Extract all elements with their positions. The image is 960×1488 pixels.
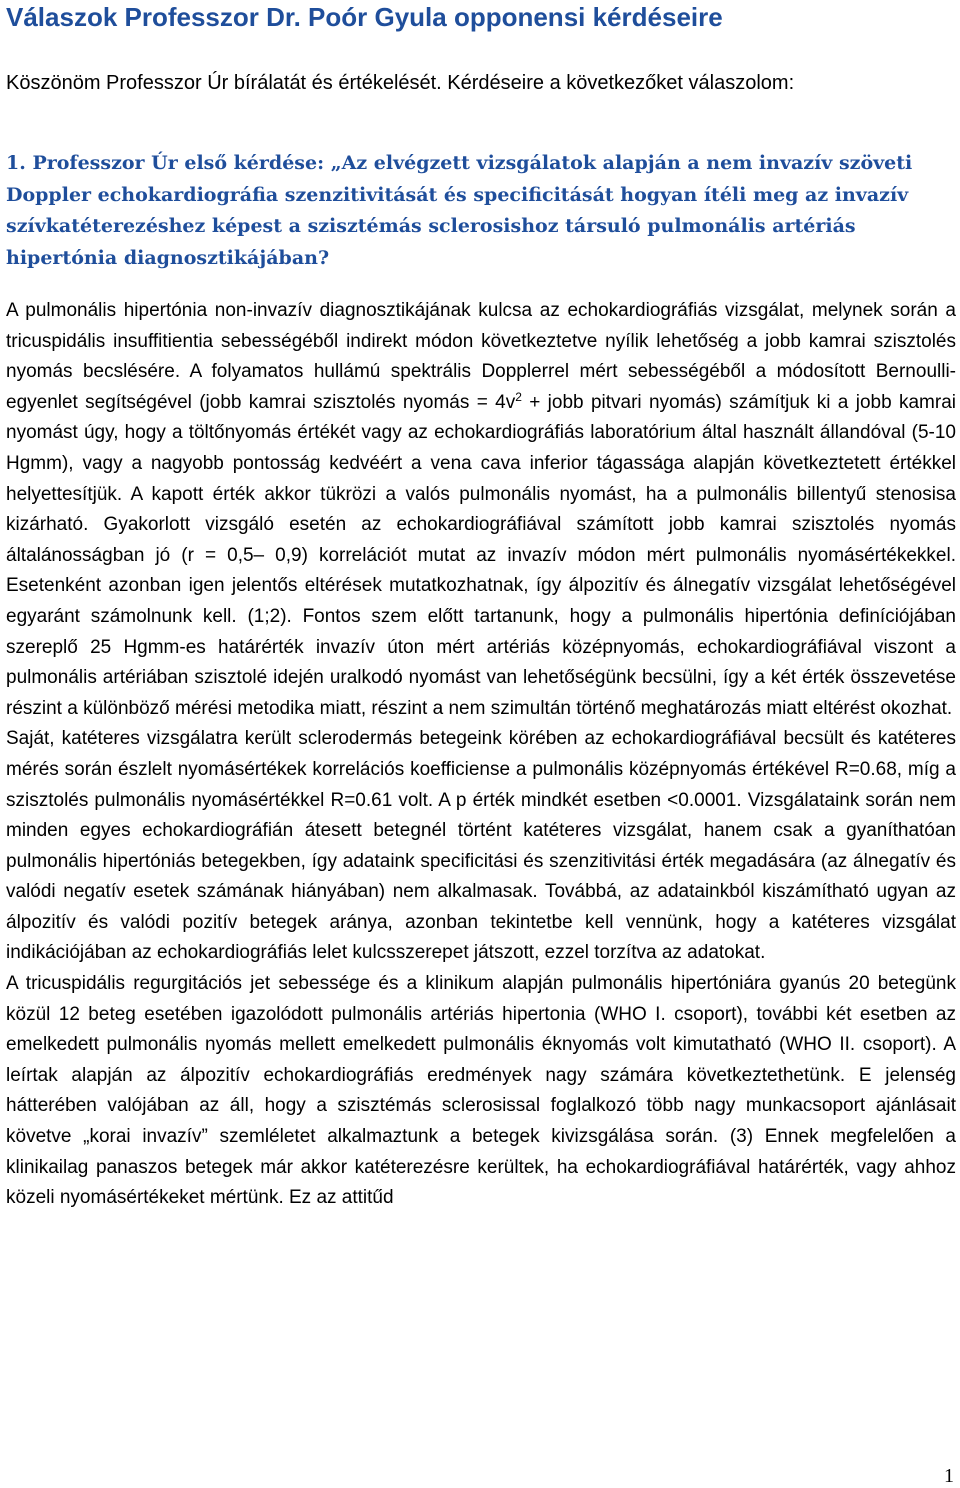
document-title: Válaszok Professzor Dr. Poór Gyula opponensi kérdéseire	[6, 2, 723, 32]
question-heading: 1. Professzor Úr első kérdése: „Az elvégzett vizsgálatok alapján a nem invazív szöveti Doppler echokardiográfia szenzitivitását és specificitását hogyan ítéli meg az invazív szívkatéterezéshez képest a szisztémás sclerosishoz társuló pulmonális artériás hipertónia diagnosztikájában?	[6, 152, 913, 269]
answer-paragraph-2: Saját, katéteres vizsgálatra került sclerodermás betegeink körében az echokardiográfiával becsült és katéteres mérés során észlelt nyomásértékek korrelációs koefficiense a pulmonális középnyomás értékével R=0.68, míg a szisztolés pulmonális nyomásértékkel R=0.61 volt. A p érték mindkét esetben <0.0001. Vizsgálataink során nem minden egyes echokardiográfián átesett betegnél történt katéteres vizsgálat, hanem csak a gyaníthatóan pulmonális hipertóniás betegekben, így adataink specificitási és szenzitivitási érték megadására (az álnegatív és valódi negatív esetek számának hiányában) nem alkalmasak. Továbbá, az adatainkból kiszámítható ugyan az álpozitív és valódi pozitív betegek aránya, azonban tekintetbe kell vennünk, hogy a katéteres vizsgálat indikációjában az echokardiográfiás lelet kulcsszerepet játszott, ezzel torzítva az adatokat.	[6, 728, 956, 964]
superscript-exponent: 2	[515, 389, 522, 404]
answer-paragraph-1	[6, 296, 956, 724]
paragraph-1-part-2: + jobb pitvari nyomás) számítjuk ki a jobb kamrai nyomást úgy, hogy a töltőnyomás értékét vagy az echokardiográfiás laboratórium által használt állandóval (5-10 Hgmm), vagy a nagyobb pontosság kedvéért a vena cava inferior tágassága alapján következtetett értékkel helyettesítjük. A kapott érték akkor tükrözi a valós pulmonális nyomást, ha a pulmonális billentyű stenosisa kizárható. Gyakorlott vizsgáló esetén az echokardiográfiával számított jobb kamrai szisztolés nyomás általánosságban jó (r = 0,5– 0,9) korrelációt mutat az invazív módon mért pulmonális nyomásértékekkel. Esetenként azonban igen jelentős eltérések mutatkozhatnak, így álpozitív és álnegatív vizsgálat lehetőségével egyaránt számolnunk kell. (1;2). Fontos szem előtt tartanunk, hogy a pulmonális hipertónia definíciójában szereplő 25 Hgmm-es határérték invazív úton mért artériás középnyomás, echokardiográfiával viszont a pulmonális artériában szisztolé idején uralkodó nyomást van lehetőségünk becsülni, így a két érték összevetése részint a különböző mérési metodika miatt, részint a nem szimultán történő meghatározás miatt eltérést okozhat.	[6, 391, 956, 719]
page-number: 1	[944, 1465, 954, 1487]
intro-paragraph: Köszönöm Professzor Úr bírálatát és értékelését. Kérdéseire a következőket válaszolom:	[6, 72, 795, 94]
answer-paragraph-3: A tricuspidális regurgitációs jet sebessége és a klinikum alapján pulmonális hipertóniára gyanús 20 betegünk közül 12 beteg esetében igazolódott pulmonális artériás hipertonia (WHO I. csoport), további két esetben az emelkedett pulmonális nyomás mellett emelkedett pulmonális éknyomás volt kimutatható (WHO II. csoport). A leírtak alapján az álpozitív echokardiográfiás eredmények nagy számára következtethetünk. E jelenség hátterében valójában az áll, hogy a szisztémás sclerosissal foglalkozó több nagy munkacsoport ajánlásait követve „korai invazív” szemléletet alkalmaztunk a betegek kivizsgálása során. (3) Ennek megfelelően a klinikailag panaszos betegek már akkor katéterezésre kerültek, ha echokardiográfiával határérték, vagy ahhoz közeli nyomásértékeket mértünk. Ez az attitűd	[6, 973, 956, 1209]
answer-body	[6, 296, 956, 1214]
paragraph-1-part-1: A pulmonális hipertónia non-invazív diagnosztikájának kulcsa az echokardiográfiás vizsgálat, melynek során a tricuspidális insuffitientia sebességéből indirekt módon következtetve nyílik lehetőség a jobb kamrai szisztolés nyomás becslésére. A folyamatos hullámú spektrális Dopplerrel mért sebességéből a módosított Bernoulli-egyenlet segítségével (jobb kamrai szisztolés nyomás = 4v	[6, 300, 956, 413]
